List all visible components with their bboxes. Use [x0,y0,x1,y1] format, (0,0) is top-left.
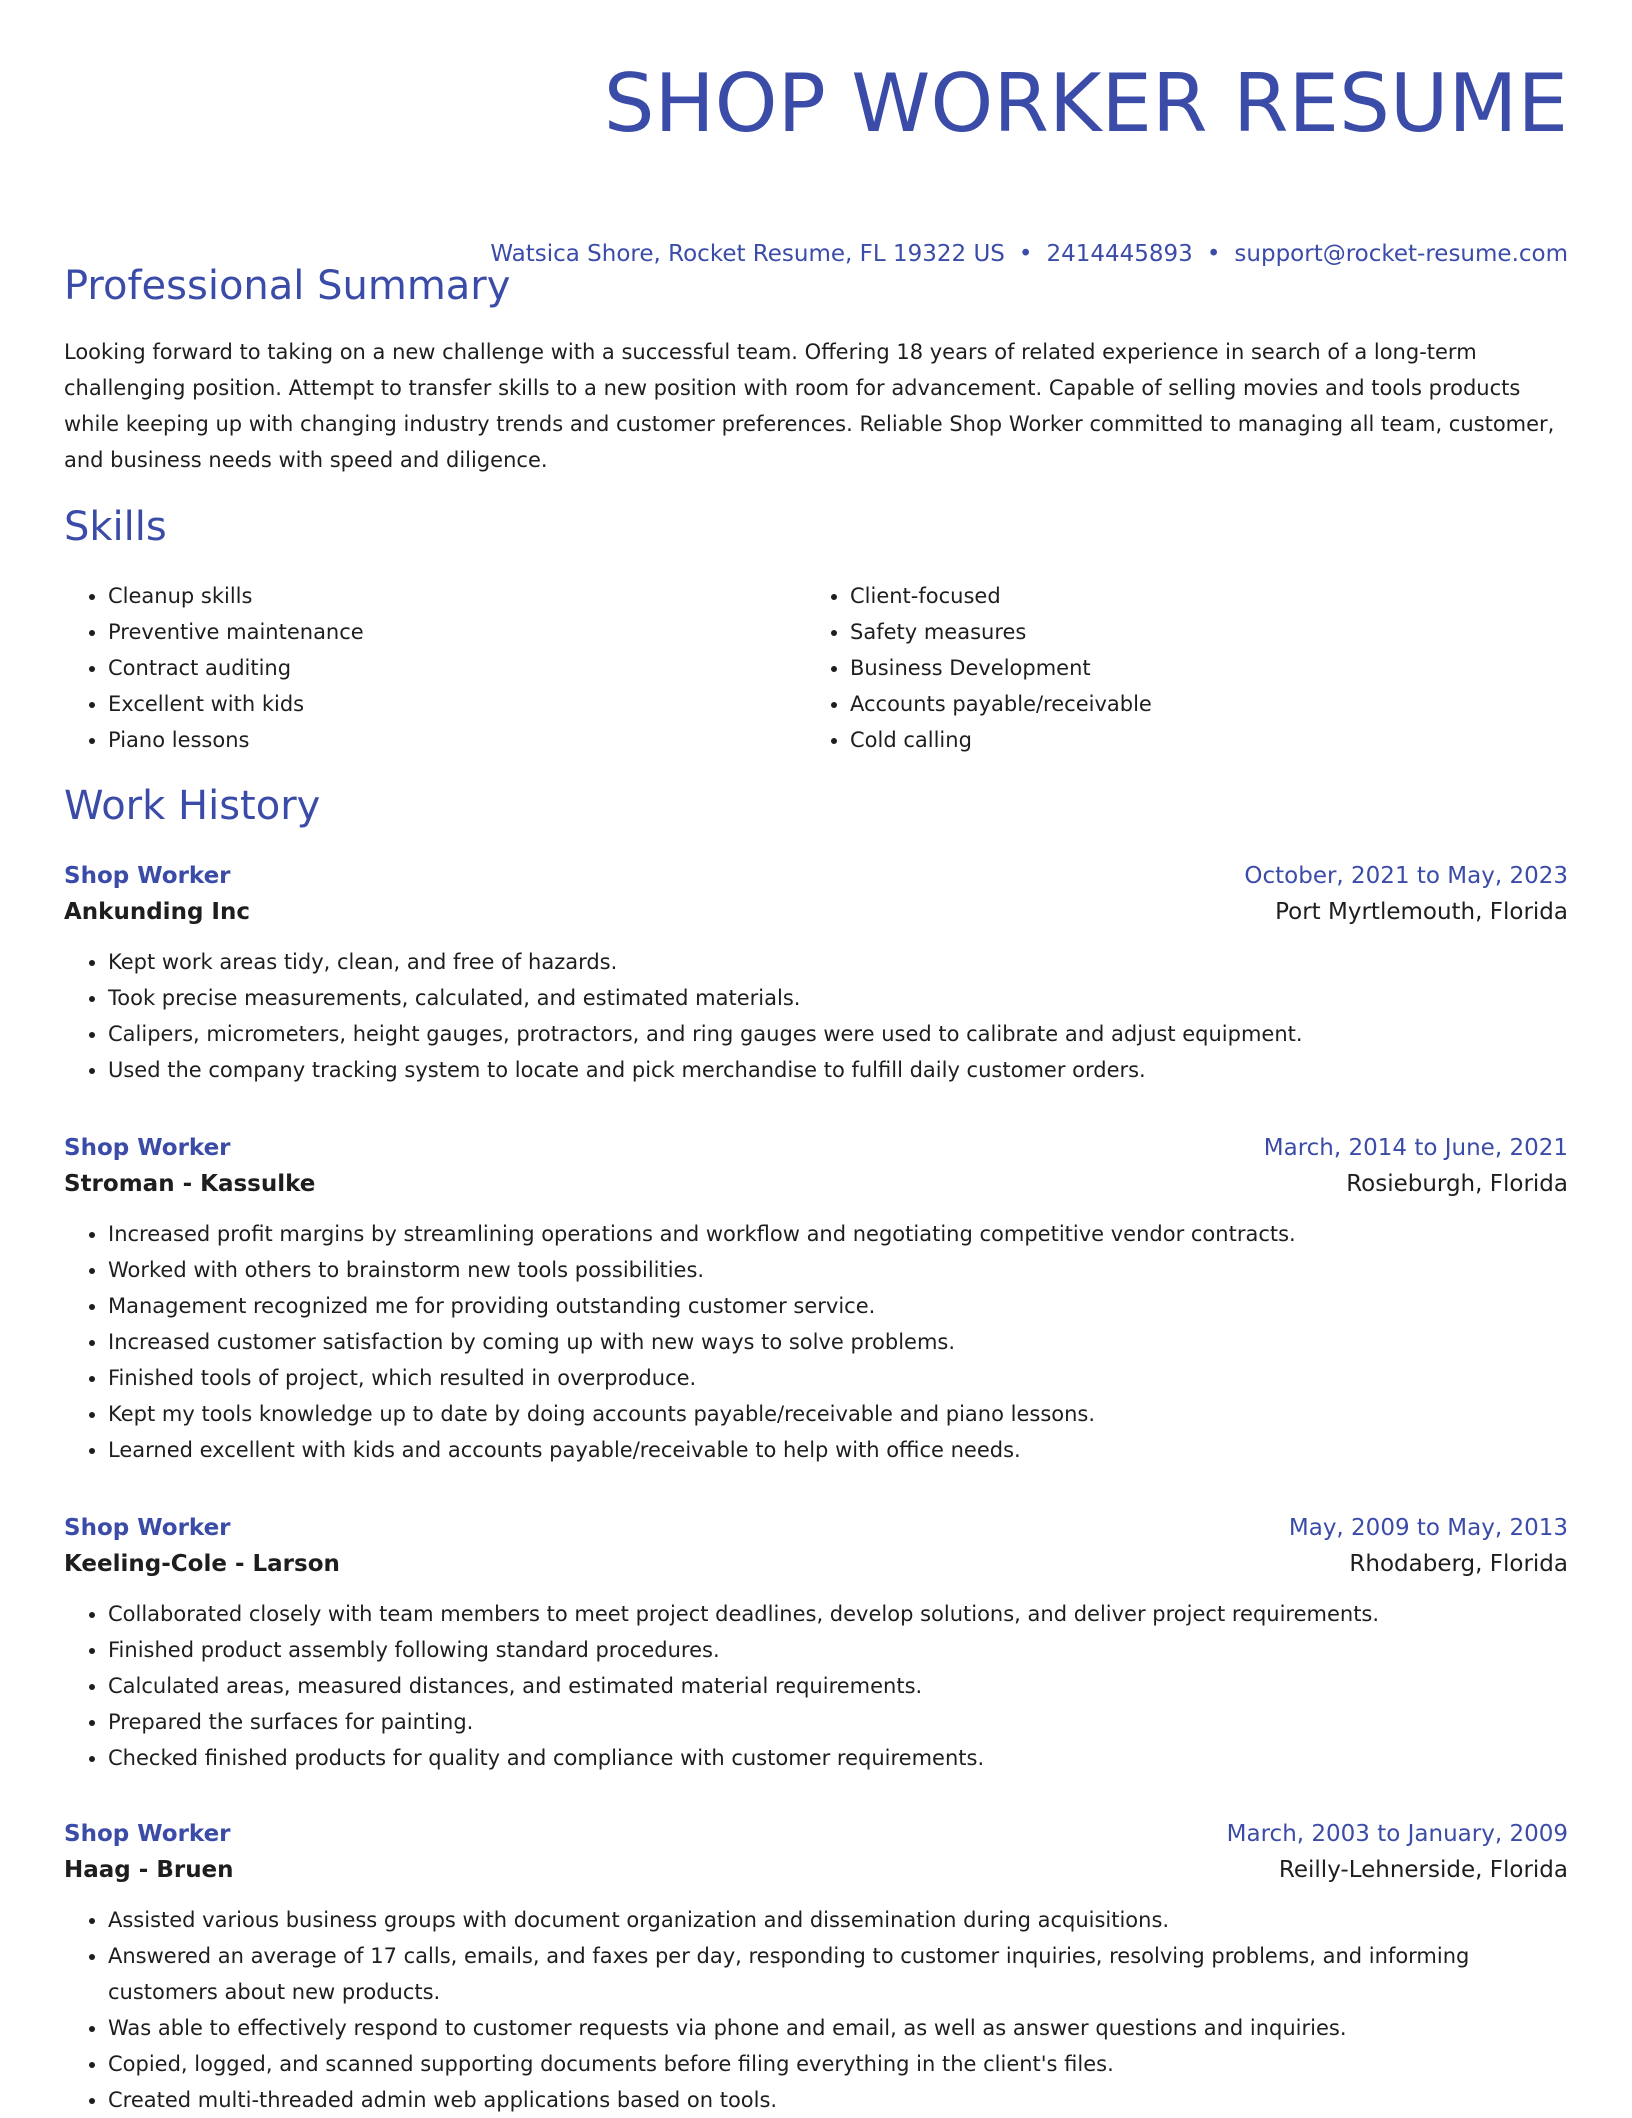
job-header-row [64,860,1568,892]
skill-item: • Piano lessons [108,722,806,758]
skill-item: • Cold calling [850,722,1548,758]
duty-item: • Calculated areas, measured distances, and estimated material requirements. [108,1668,1568,1704]
duty-item: • Created multi-threaded admin web applications based on tools. [108,2082,1568,2118]
resume-title: SHOP WORKER RESUME [603,57,1568,150]
duty-item: • Assisted various business groups with document organization and dissemination during acquisitions. [108,1902,1568,1938]
company-name: Haag - Bruen [64,1857,234,1883]
skill-item: • Preventive maintenance [108,614,806,650]
job-title: Shop Worker [64,1135,231,1161]
skill-item: • Excellent with kids [108,686,806,722]
company-name: Ankunding Inc [64,899,250,925]
skills-list [64,578,1568,758]
duty-item: • Collaborated closely with team members to meet project deadlines, develop solutions, and deliver project requirements. [108,1596,1568,1632]
job-dates: May, 2009 to May, 2013 [1288,1515,1568,1541]
separator-dot: • [1206,241,1221,267]
summary-text: Looking forward to taking on a new challenge with a successful team. Offering 18 years of related experience in search of a long-term challenging position. Attempt to transfer skills to a new position with room for advancement. Capable of selling movies and tools products while keeping up with changing industry trends and customer preferences. Reliable Shop Worker committed to managing all team, customer, and business needs with speed and diligence. [64,340,1555,472]
skill-item: • Client-focused [850,578,1548,614]
job-duties [64,1902,1568,2118]
company-name: Keeling-Cole - Larson [64,1551,340,1577]
duty-item: • Finished product assembly following standard procedures. [108,1632,1568,1668]
job-duties [64,944,1568,1088]
duty-item: • Prepared the surfaces for painting. [108,1704,1568,1740]
job-entry [64,860,1568,1088]
contact-email[interactable]: support@rocket-resume.com [1234,241,1568,267]
job-title: Shop Worker [64,1515,231,1541]
skill-item: • Safety measures [850,614,1548,650]
duty-item: • Kept work areas tidy, clean, and free of hazards. [108,944,1568,980]
duty-item: • Calipers, micrometers, height gauges, protractors, and ring gauges were used to calibrate and adjust equipment. [108,1016,1568,1052]
duty-item: • Finished tools of project, which resulted in overproduce. [108,1360,1568,1396]
duty-item: • Answered an average of 17 calls, emails, and faxes per day, responding to customer inquiries, resolving problems, and informing customers about new products. [108,1938,1568,2010]
job-location: Reilly-Lehnerside, Florida [1278,1857,1568,1883]
skill-item: • Cleanup skills [108,578,806,614]
job-duties [64,1216,1568,1468]
job-dates: March, 2014 to June, 2021 [1263,1135,1568,1161]
contact-address: Watsica Shore, Rocket Resume, FL 19322 US [490,241,1005,267]
job-entry [64,1132,1568,1468]
duty-item: • Used the company tracking system to locate and pick merchandise to fulfill daily customer orders. [108,1052,1568,1088]
duty-item: • Kept my tools knowledge up to date by doing accounts payable/receivable and piano lessons. [108,1396,1568,1432]
job-location: Rhodaberg, Florida [1349,1551,1568,1577]
job-company-row [64,1164,1568,1204]
job-entry [64,1512,1568,1776]
job-title: Shop Worker [64,1821,231,1847]
skill-item: • Accounts payable/receivable [850,686,1548,722]
contact-phone[interactable]: 2414445893 [1046,241,1193,267]
duty-item: • Increased profit margins by streamlining operations and workflow and negotiating competitive vendor contracts. [108,1216,1568,1252]
job-dates: March, 2003 to January, 2009 [1226,1821,1568,1847]
job-company-row [64,892,1568,932]
job-location: Rosieburgh, Florida [1346,1171,1568,1197]
company-name: Stroman - Kassulke [64,1171,316,1197]
separator-dot: • [1018,241,1033,267]
duty-item: • Learned excellent with kids and accounts payable/receivable to help with office needs. [108,1432,1568,1468]
job-title: Shop Worker [64,863,231,889]
duty-item: • Increased customer satisfaction by coming up with new ways to solve problems. [108,1324,1568,1360]
skill-item: • Contract auditing [108,650,806,686]
job-company-row [64,1850,1568,1890]
skills-column-right [806,578,1548,758]
duty-item: • Management recognized me for providing outstanding customer service. [108,1288,1568,1324]
job-company-row [64,1544,1568,1584]
duty-item: • Copied, logged, and scanned supporting documents before filing everything in the client's files. [108,2046,1568,2082]
work-history-heading: Work History [64,783,321,829]
skills-column-left [64,578,806,758]
duty-item: • Checked finished products for quality and compliance with customer requirements. [108,1740,1568,1776]
duty-item: • Was able to effectively respond to customer requests via phone and email, as well as answer questions and inquiries. [108,2010,1568,2046]
skills-heading: Skills [64,504,167,550]
job-header-row [64,1132,1568,1164]
resume-header [64,56,1568,152]
duty-item: • Took precise measurements, calculated, and estimated materials. [108,980,1568,1016]
duty-item: • Worked with others to brainstorm new tools possibilities. [108,1252,1568,1288]
summary-heading: Professional Summary [64,263,511,309]
skill-item: • Business Development [850,650,1548,686]
job-duties [64,1596,1568,1776]
job-header-row [64,1818,1568,1850]
resume-page [64,0,1568,2112]
job-location: Port Myrtlemouth, Florida [1275,899,1568,925]
job-header-row [64,1512,1568,1544]
job-dates: October, 2021 to May, 2023 [1244,863,1568,889]
job-entry [64,1818,1568,2118]
contact-line [490,238,1568,270]
